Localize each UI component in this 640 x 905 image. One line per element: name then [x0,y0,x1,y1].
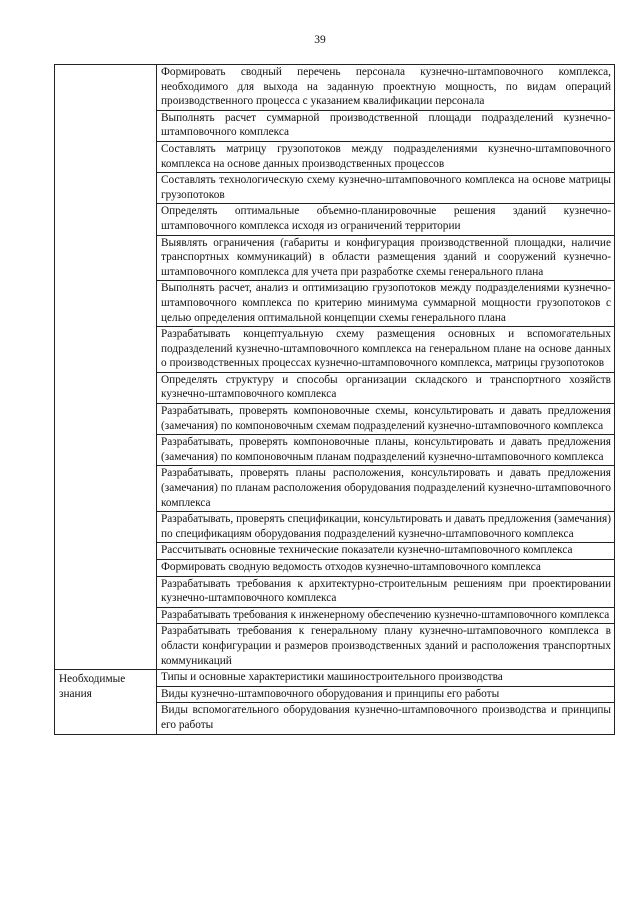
table-row [55,670,615,687]
table-cell-text: Разрабатывать требования к генеральному плану кузнечно-штамповочного комплекса в области конфигурации и размеров производственных зданий и расположения транспортных коммуникаций [157,624,615,670]
table-cell-text: Формировать сводную ведомость отходов кузнечно-штамповочного комплекса [157,560,615,577]
table-cell-text: Формировать сводный перечень персонала кузнечно-штамповочного комплекса, необходимого для выхода на заданную проектную мощность, по видам операций производственного процесса с указанием квалификации персонала [157,65,615,111]
table-cell-text: Разрабатывать, проверять компоновочные планы, консультировать и давать предложения (замечания) по компоновочным планам подразделений кузнечно-штамповочного комплекса [157,435,615,466]
table-cell-text: Разрабатывать, проверять компоновочные схемы, консультировать и давать предложения (замечания) по компоновочным схемам подразделений кузнечно-штамповочного комплекса [157,404,615,435]
table-cell-text: Разрабатывать, проверять спецификации, консультировать и давать предложения (замечания) по спецификациям оборудования подразделений кузнечно-штамповочного комплекса [157,512,615,543]
table-cell-text: Определять оптимальные объемно-планировочные решения зданий кузнечно-штамповочного комплекса исходя из ограничений территории [157,204,615,235]
table-cell-text: Составлять матрицу грузопотоков между подразделениями кузнечно-штамповочного комплекса на основе данных производственных процессов [157,141,615,172]
table-cell-text: Определять структуру и способы организации складского и транспортного хозяйств кузнечно-штамповочного комплекса [157,372,615,403]
table-row [55,65,615,111]
table-cell-text: Разрабатывать требования к архитектурно-строительным решениям при проектировании кузнечно-штамповочного комплекса [157,576,615,607]
table-cell-text: Рассчитывать основные технические показатели кузнечно-штамповочного комплекса [157,543,615,560]
table-cell-text: Разрабатывать, проверять планы расположения, консультировать и давать предложения (замечания) по планам расположения оборудования подразделений кузнечно-штамповочного комплекса [157,466,615,512]
table-cell-text: Типы и основные характеристики машиностроительного производства [157,670,615,687]
table-cell-text: Разрабатывать требования к инженерному обеспечению кузнечно-штамповочного комплекса [157,607,615,624]
table-cell-text: Выполнять расчет суммарной производственной площади подразделений кузнечно-штамповочного комплекса [157,110,615,141]
page-number: 39 [314,34,326,46]
section-label: Необходимые знания [55,670,157,734]
table-cell-text: Составлять технологическую схему кузнечно-штамповочного комплекса на основе матрицы грузопотоков [157,173,615,204]
requirements-table [54,64,615,735]
requirements-table-body [55,65,615,735]
table-cell-text: Выявлять ограничения (габариты и конфигурация производственной площадки, наличие транспортных коммуникаций) в области размещения зданий и сооружений кузнечно-штамповочного комплекса для учета при разработке схемы генерального плана [157,235,615,281]
table-cell-text: Виды кузнечно-штамповочного оборудования и принципы его работы [157,686,615,703]
section-label [55,65,157,670]
table-cell-text: Виды вспомогательного оборудования кузнечно-штамповочного производства и принципы его работы [157,703,615,734]
table-cell-text: Выполнять расчет, анализ и оптимизацию грузопотоков между подразделениями кузнечно-штамповочного комплекса по критерию минимума суммарной мощности грузопотоков с целью определения оптимальной концепции схемы генерального плана [157,281,615,327]
table-cell-text: Разрабатывать концептуальную схему размещения основных и вспомогательных подразделений кузнечно-штамповочного комплекса на генеральном плане на основе данных о производственных процессах кузнечно-штамповочного комплекса, матрицы грузопотоков [157,327,615,373]
